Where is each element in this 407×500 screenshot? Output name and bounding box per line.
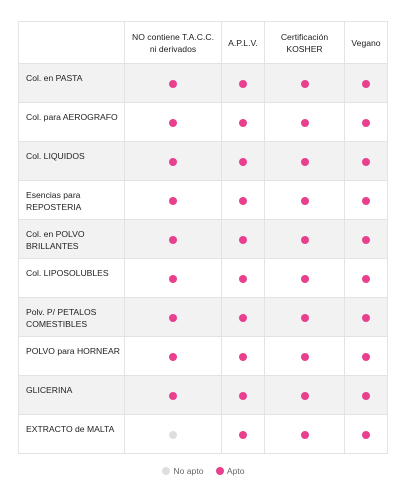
cell-vegano	[345, 103, 388, 142]
cell-kosher	[265, 415, 345, 454]
apto-dot-icon	[301, 158, 309, 166]
compatibility-table	[18, 21, 388, 454]
apto-dot-icon	[239, 353, 247, 361]
row-label: Col. en PASTA	[19, 64, 125, 103]
legend-apto-label: Apto	[226, 466, 245, 476]
table-row	[19, 259, 388, 298]
cell-kosher	[265, 259, 345, 298]
cell-aplv	[222, 142, 265, 181]
apto-dot-icon	[301, 80, 309, 88]
cell-vegano	[345, 337, 388, 376]
cell-sin-tacc	[125, 220, 222, 259]
apto-dot-icon	[169, 275, 177, 283]
cell-sin-tacc	[125, 376, 222, 415]
cell-kosher	[265, 220, 345, 259]
table-row	[19, 376, 388, 415]
legend-apto	[216, 466, 245, 476]
cell-aplv	[222, 259, 265, 298]
apto-dot-icon	[362, 275, 370, 283]
apto-dot-icon	[169, 392, 177, 400]
cell-kosher	[265, 64, 345, 103]
cell-aplv	[222, 337, 265, 376]
apto-dot-icon	[362, 353, 370, 361]
header-sin-tacc: NO contiene T.A.C.C. ni derivados	[125, 22, 222, 64]
cell-sin-tacc	[125, 142, 222, 181]
cell-kosher	[265, 298, 345, 337]
cell-kosher	[265, 181, 345, 220]
row-label: Col. LIPOSOLUBLES	[19, 259, 125, 298]
apto-dot-icon	[239, 197, 247, 205]
apto-dot-icon	[169, 236, 177, 244]
table-row	[19, 298, 388, 337]
row-label: POLVO para HORNEAR	[19, 337, 125, 376]
row-label: Col. en POLVO BRILLANTES	[19, 220, 125, 259]
table-row	[19, 337, 388, 376]
apto-dot-icon	[301, 431, 309, 439]
apto-dot-icon	[301, 275, 309, 283]
cell-vegano	[345, 220, 388, 259]
cell-vegano	[345, 142, 388, 181]
apto-dot-icon	[362, 119, 370, 127]
table-row	[19, 415, 388, 454]
cell-aplv	[222, 220, 265, 259]
apto-dot-icon	[239, 392, 247, 400]
legend	[0, 466, 407, 476]
apto-dot-icon	[362, 197, 370, 205]
cell-vegano	[345, 298, 388, 337]
cell-sin-tacc	[125, 415, 222, 454]
table-row	[19, 64, 388, 103]
apto-dot-icon	[301, 197, 309, 205]
header-vegano: Vegano	[345, 22, 388, 64]
cell-aplv	[222, 298, 265, 337]
cell-vegano	[345, 259, 388, 298]
apto-dot-icon	[169, 158, 177, 166]
cell-sin-tacc	[125, 64, 222, 103]
table-row	[19, 142, 388, 181]
apto-dot-icon	[169, 80, 177, 88]
apto-dot-icon	[239, 236, 247, 244]
apto-dot-icon	[362, 80, 370, 88]
cell-sin-tacc	[125, 298, 222, 337]
apto-dot-icon	[239, 314, 247, 322]
table-row	[19, 220, 388, 259]
cell-kosher	[265, 376, 345, 415]
apto-dot-icon	[169, 197, 177, 205]
apto-dot-icon	[239, 80, 247, 88]
cell-sin-tacc	[125, 181, 222, 220]
row-label: Col. para AEROGRAFO	[19, 103, 125, 142]
no-apto-dot-icon	[162, 467, 170, 475]
apto-dot-icon	[301, 392, 309, 400]
row-label: Polv. P/ PETALOS COMESTIBLES	[19, 298, 125, 337]
apto-dot-icon	[301, 119, 309, 127]
apto-dot-icon	[169, 314, 177, 322]
apto-dot-icon	[301, 353, 309, 361]
header-row	[19, 22, 388, 64]
row-label: GLICERINA	[19, 376, 125, 415]
cell-kosher	[265, 337, 345, 376]
cell-vegano	[345, 64, 388, 103]
apto-dot-icon	[169, 119, 177, 127]
apto-dot-icon	[301, 314, 309, 322]
apto-dot-icon	[301, 236, 309, 244]
cell-aplv	[222, 103, 265, 142]
apto-dot-icon	[239, 119, 247, 127]
apto-dot-icon	[239, 158, 247, 166]
apto-dot-icon	[239, 431, 247, 439]
legend-no-apto	[162, 466, 203, 476]
cell-vegano	[345, 415, 388, 454]
header-corner	[19, 22, 125, 64]
cell-vegano	[345, 376, 388, 415]
apto-dot-icon	[362, 392, 370, 400]
row-label: Esencias para REPOSTERIA	[19, 181, 125, 220]
row-label: EXTRACTO de MALTA	[19, 415, 125, 454]
cell-sin-tacc	[125, 103, 222, 142]
cell-kosher	[265, 142, 345, 181]
cell-aplv	[222, 415, 265, 454]
apto-dot-icon	[216, 467, 224, 475]
legend-no-apto-label: No apto	[173, 466, 204, 476]
apto-dot-icon	[239, 275, 247, 283]
table-row	[19, 181, 388, 220]
cell-sin-tacc	[125, 337, 222, 376]
cell-sin-tacc	[125, 259, 222, 298]
apto-dot-icon	[362, 158, 370, 166]
cell-vegano	[345, 181, 388, 220]
row-label: Col. LIQUIDOS	[19, 142, 125, 181]
apto-dot-icon	[362, 236, 370, 244]
header-aplv: A.P.L.V.	[222, 22, 265, 64]
cell-aplv	[222, 376, 265, 415]
header-kosher: Certificación KOSHER	[265, 22, 345, 64]
apto-dot-icon	[169, 353, 177, 361]
cell-aplv	[222, 64, 265, 103]
table-row	[19, 103, 388, 142]
apto-dot-icon	[362, 314, 370, 322]
no-apto-dot-icon	[169, 431, 177, 439]
cell-kosher	[265, 103, 345, 142]
apto-dot-icon	[362, 431, 370, 439]
cell-aplv	[222, 181, 265, 220]
